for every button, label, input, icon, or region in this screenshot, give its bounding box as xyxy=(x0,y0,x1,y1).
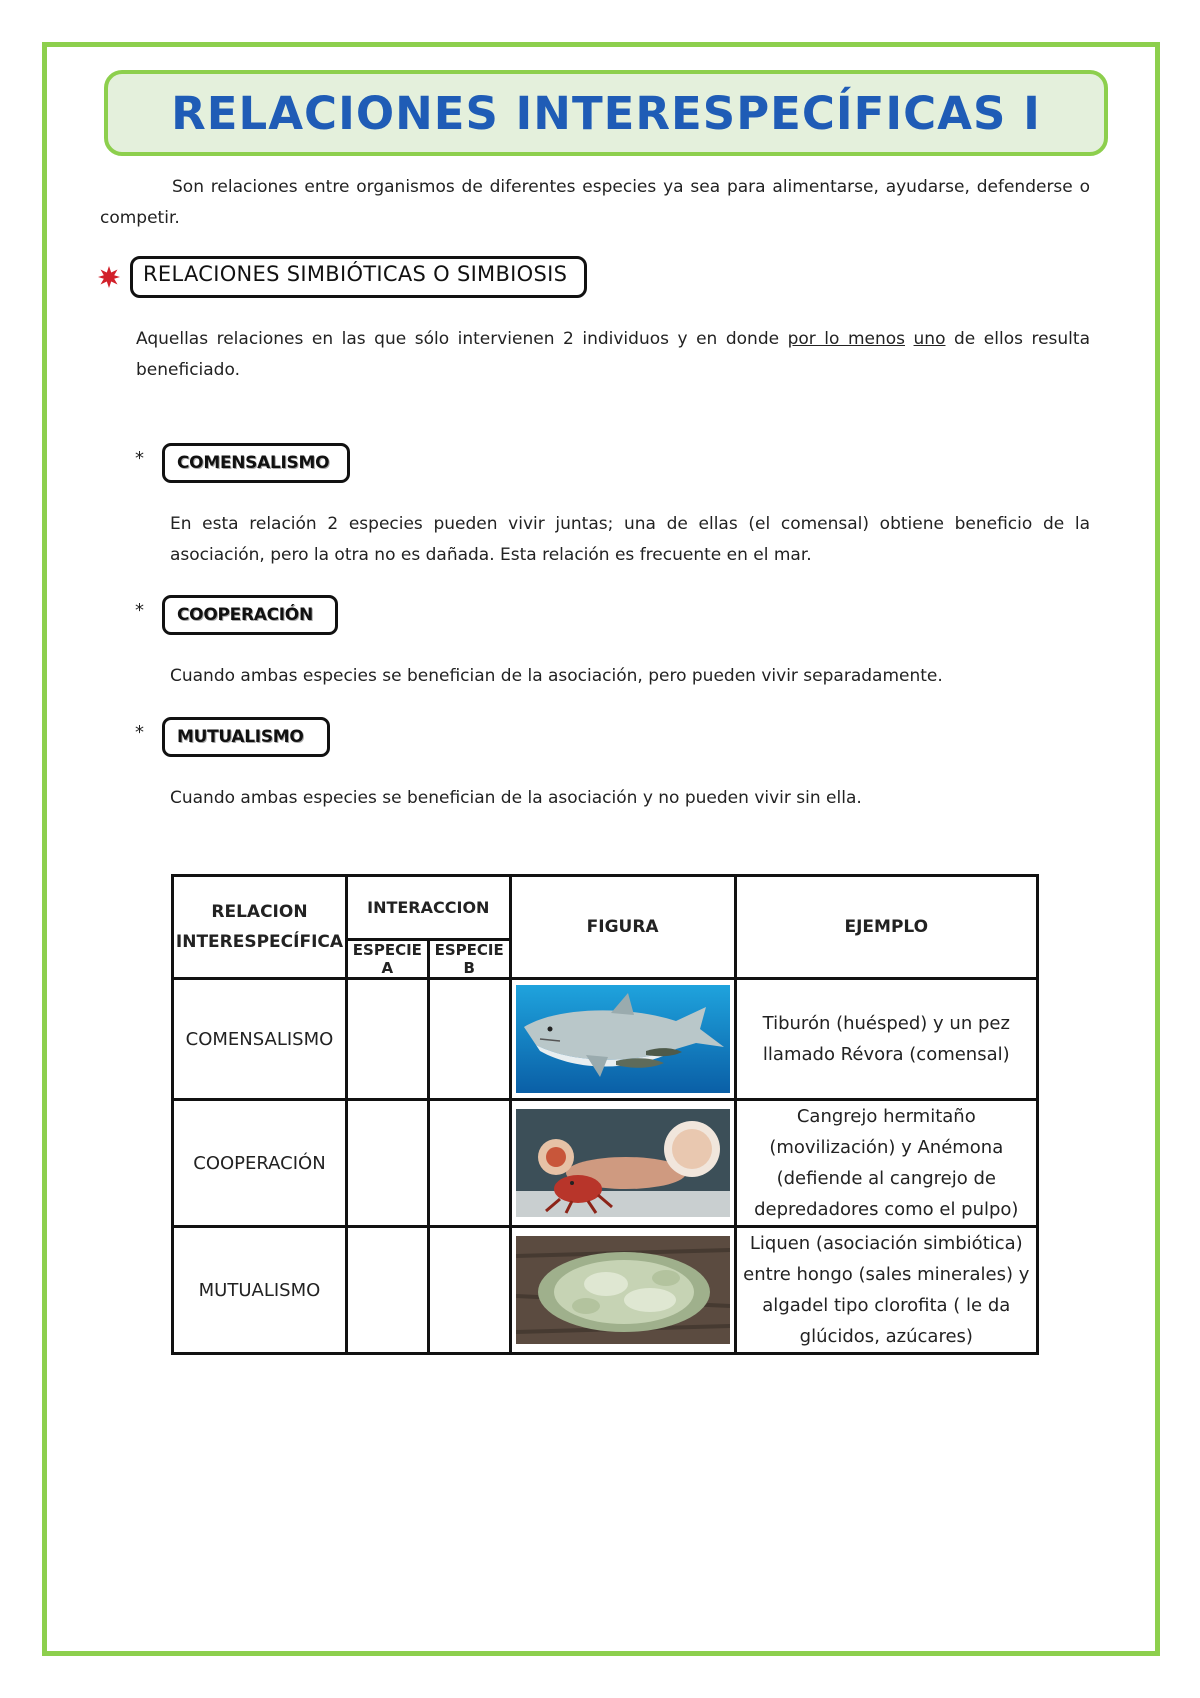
header-interaccion: INTERACCION xyxy=(346,876,510,940)
especie-a-cell xyxy=(346,1227,428,1354)
red-burst-icon xyxy=(98,266,120,288)
table-row xyxy=(173,1227,1038,1354)
figure-cell xyxy=(510,1227,735,1354)
comensalismo-heading: COMENSALISMO xyxy=(162,443,350,483)
bullet-star: * xyxy=(135,448,144,469)
row-relacion: COOPERACIÓN xyxy=(173,1100,347,1227)
title-banner xyxy=(104,70,1108,156)
underline-por-lo-menos: por lo menos xyxy=(787,329,905,349)
cooperacion-heading: COOPERACIÓN xyxy=(162,595,338,635)
row-ejemplo: Liquen (asociación simbiótica) entre hongo (sales minerales) y algadel tipo clorofita ( le da glúcidos, azúcares) xyxy=(735,1227,1037,1354)
simbiosis-definition: Aquellas relaciones en las que sólo intervienen 2 individuos y en donde por lo menos uno de ellos resulta beneficiado. xyxy=(136,329,1090,380)
header-ejemplo: EJEMPLO xyxy=(735,876,1037,979)
underline-uno: uno xyxy=(913,329,946,349)
table-row xyxy=(173,979,1038,1100)
mutualismo-heading: MUTUALISMO xyxy=(162,717,330,757)
figure-cell xyxy=(510,979,735,1100)
lichen-photo-icon xyxy=(516,1236,730,1344)
mutualismo-text: Cuando ambas especies se benefician de la asociación y no pueden vivir sin ella. xyxy=(170,788,862,808)
header-figura: FIGURA xyxy=(510,876,735,979)
especie-b-cell xyxy=(428,1100,510,1227)
page-title: RELACIONES INTERESPECÍFICAS I xyxy=(171,86,1041,140)
header-relacion: RELACION INTERESPECÍFICA xyxy=(173,876,347,979)
bullet-star: * xyxy=(135,722,144,743)
section-heading: RELACIONES SIMBIÓTICAS O SIMBIOSIS xyxy=(143,262,568,286)
row-relacion: MUTUALISMO xyxy=(173,1227,347,1354)
especie-a-cell xyxy=(346,979,428,1100)
header-especie-b: ESPECIE B xyxy=(428,940,510,979)
table-row xyxy=(173,1100,1038,1227)
cooperacion-text: Cuando ambas especies se benefician de la asociación, pero pueden vivir separadamente. xyxy=(170,666,943,686)
header-especie-a: ESPECIE A xyxy=(346,940,428,979)
shark-remora-photo-icon xyxy=(516,985,730,1093)
especie-a-cell xyxy=(346,1100,428,1227)
figure-cell xyxy=(510,1100,735,1227)
hermit-crab-anemone-photo-icon xyxy=(516,1109,730,1217)
especie-b-cell xyxy=(428,1227,510,1354)
row-ejemplo: Cangrejo hermitaño (movilización) y Anémona (defiende al cangrejo de depredadores como el pulpo) xyxy=(735,1100,1037,1227)
relations-table xyxy=(171,874,1039,1355)
intro-paragraph: Son relaciones entre organismos de diferentes especies ya sea para alimentarse, ayudarse, defenderse o competir. xyxy=(100,177,1090,228)
comensalismo-text: En esta relación 2 especies pueden vivir juntas; una de ellas (el comensal) obtiene beneficio de la asociación, pero la otra no es dañada. Esta relación es frecuente en el mar. xyxy=(170,514,1090,565)
row-relacion: COMENSALISMO xyxy=(173,979,347,1100)
especie-b-cell xyxy=(428,979,510,1100)
row-ejemplo: Tiburón (huésped) y un pez llamado Révora (comensal) xyxy=(735,979,1037,1100)
bullet-star: * xyxy=(135,600,144,621)
